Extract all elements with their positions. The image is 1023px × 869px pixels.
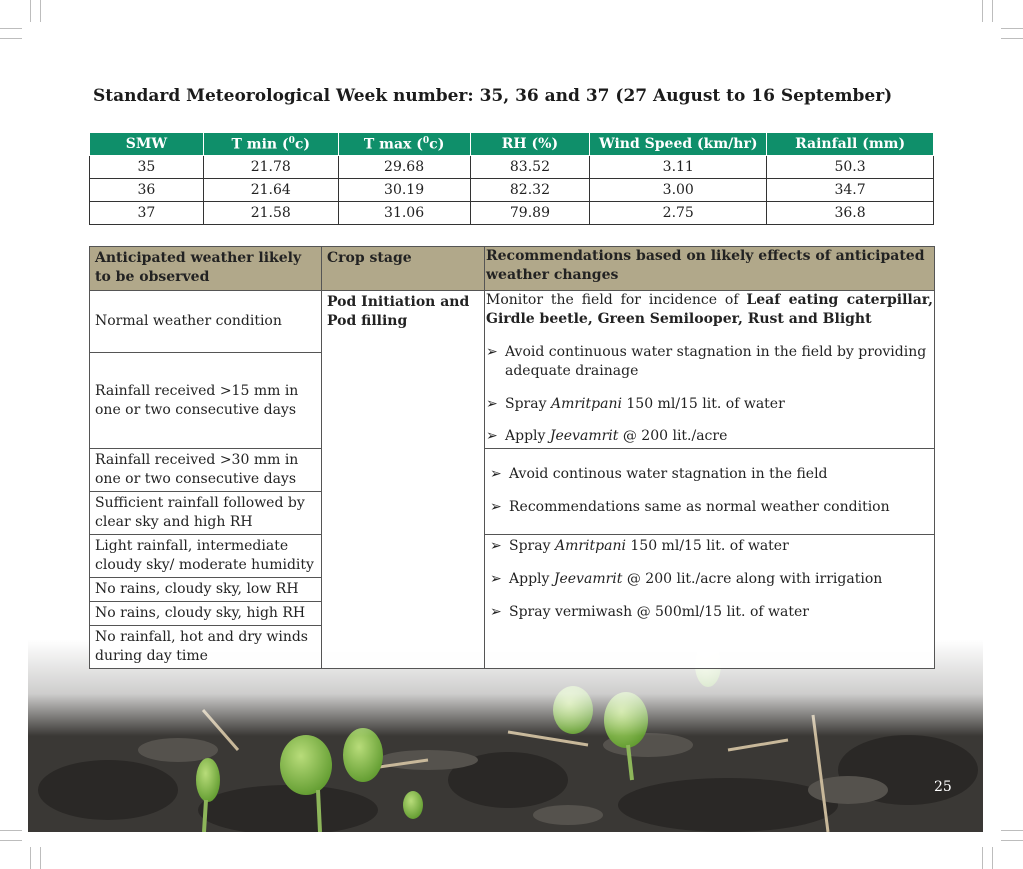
cell-rainfall: 34.7 <box>767 179 934 202</box>
recommendation-group-dry <box>485 535 935 669</box>
table-row <box>90 291 935 353</box>
bullet-arrow-icon: ➢ <box>490 571 502 587</box>
recommendation-header <box>90 247 935 291</box>
header-rainfall: Rainfall (mm) <box>767 133 934 156</box>
condition-cell: No rainfall, hot and dry winds during day time <box>90 626 322 669</box>
bullet-arrow-icon: ➢ <box>486 396 498 412</box>
cell-wind: 3.00 <box>590 179 767 202</box>
header-smw: SMW <box>90 133 204 156</box>
list-item: ➢ Spray Amritpani 150 ml/15 lit. of water <box>490 538 789 554</box>
cell-rh: 79.89 <box>470 202 590 225</box>
list-item: ➢ Spray Amritpani 150 ml/15 lit. of water <box>486 396 785 412</box>
bullet-arrow-icon: ➢ <box>486 344 498 360</box>
condition-cell: Rainfall received >30 mm in one or two consecutive days <box>90 449 322 492</box>
header-tmin: T min ($^0$c) <box>203 133 338 156</box>
crop-mark <box>1001 28 1023 29</box>
weather-table-header <box>90 133 934 156</box>
page-title: Standard Meteorological Week number: 35, 36 and 37 (27 August to 16 September) <box>93 86 893 106</box>
crop-mark <box>0 830 22 831</box>
bullet-arrow-icon: ➢ <box>490 466 502 482</box>
crop-mark <box>40 0 41 22</box>
pest-list: Leaf eating caterpillar, Girdle beetle, Green Semilooper, Rust and Blight <box>486 292 934 327</box>
crop-mark <box>40 847 41 869</box>
cell-tmin: 21.64 <box>203 179 338 202</box>
condition-cell: Rainfall received >15 mm in one or two consecutive days <box>90 353 322 449</box>
header-anticipated-weather: Anticipated weather likely to be observed <box>90 247 322 291</box>
cell-wind: 2.75 <box>590 202 767 225</box>
bullet-arrow-icon: ➢ <box>490 604 502 620</box>
cell-rh: 82.32 <box>470 179 590 202</box>
table-row <box>90 535 935 578</box>
cell-smw: 36 <box>90 179 204 202</box>
monitor-text: Monitor the field for incidence of Leaf eating caterpillar, Girdle beetle, Green Semilooper, Rust and Blight <box>486 292 934 327</box>
list-item: ➢ Recommendations same as normal weather condition <box>490 499 890 515</box>
cell-rh: 83.52 <box>470 156 590 179</box>
list-item: ➢ Apply Jeevamrit @ 200 lit./acre <box>486 428 728 444</box>
header-crop-stage: Crop stage <box>322 247 485 291</box>
cell-tmax: 29.68 <box>338 156 470 179</box>
cell-tmin: 21.78 <box>203 156 338 179</box>
cell-tmin: 21.58 <box>203 202 338 225</box>
crop-mark <box>0 840 22 841</box>
crop-mark <box>1001 840 1023 841</box>
list-item: ➢ Apply Jeevamrit @ 200 lit./acre along with irrigation <box>490 571 883 587</box>
cell-smw: 35 <box>90 156 204 179</box>
recommendation-group-rainfall <box>485 449 935 535</box>
list-item: ➢ Avoid continous water stagnation in the field <box>490 466 828 482</box>
header-wind: Wind Speed (km/hr) <box>590 133 767 156</box>
table-row <box>90 179 934 202</box>
condition-cell: Sufficient rainfall followed by clear sky and high RH <box>90 492 322 535</box>
crop-mark <box>982 847 983 869</box>
condition-cell: Normal weather condition <box>90 291 322 353</box>
cell-tmax: 31.06 <box>338 202 470 225</box>
header-rh: RH (%) <box>470 133 590 156</box>
condition-cell: Light rainfall, intermediate cloudy sky/ moderate humidity <box>90 535 322 578</box>
cell-wind: 3.11 <box>590 156 767 179</box>
page-number: 25 <box>934 779 952 795</box>
cell-smw: 37 <box>90 202 204 225</box>
header-recommendations: Recommendations based on likely effects of anticipated weather changes <box>485 247 935 291</box>
cell-rainfall: 36.8 <box>767 202 934 225</box>
table-row <box>90 449 935 492</box>
list-item: ➢ Avoid continuous water stagnation in the field by providing adequate drainage <box>486 344 927 379</box>
recommendation-table <box>89 246 935 669</box>
crop-stage-cell: Pod Initiation and Pod filling <box>322 291 485 669</box>
crop-mark <box>0 28 22 29</box>
cell-tmax: 30.19 <box>338 179 470 202</box>
crop-mark <box>992 0 993 22</box>
crop-mark <box>30 847 31 869</box>
list-item: ➢ Spray vermiwash @ 500ml/15 lit. of water <box>490 604 809 620</box>
condition-cell: No rains, cloudy sky, high RH <box>90 602 322 626</box>
bullet-arrow-icon: ➢ <box>490 538 502 554</box>
bullet-arrow-icon: ➢ <box>486 428 498 444</box>
crop-mark <box>1001 830 1023 831</box>
table-row <box>90 156 934 179</box>
crop-mark <box>0 38 22 39</box>
crop-mark <box>30 0 31 22</box>
bullet-arrow-icon: ➢ <box>490 499 502 515</box>
header-tmax: T max ($^0$c) <box>338 133 470 156</box>
recommendation-group-normal <box>485 291 935 449</box>
crop-mark <box>982 0 983 22</box>
crop-mark <box>1001 38 1023 39</box>
cell-rainfall: 50.3 <box>767 156 934 179</box>
table-row <box>90 202 934 225</box>
crop-mark <box>992 847 993 869</box>
weather-table <box>89 132 934 225</box>
condition-cell: No rains, cloudy sky, low RH <box>90 578 322 602</box>
